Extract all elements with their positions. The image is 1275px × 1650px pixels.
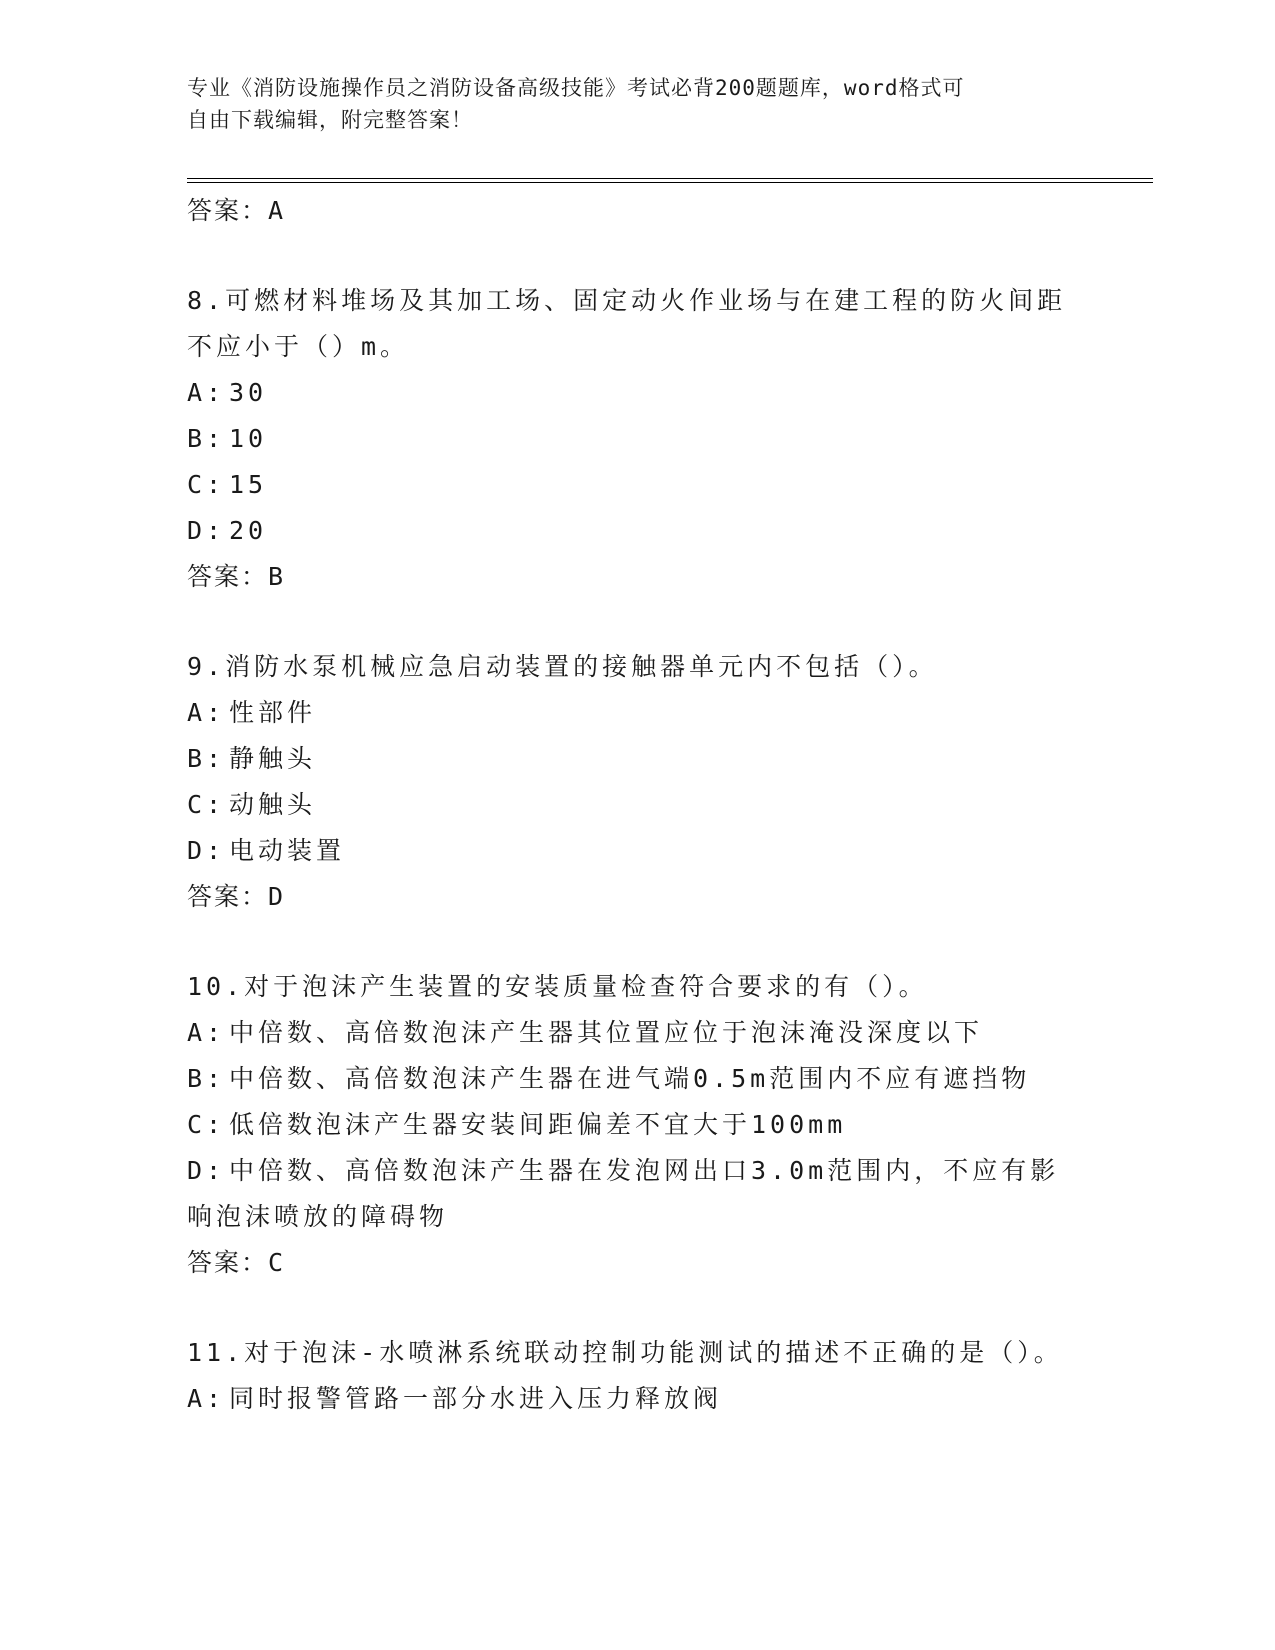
option-key: B: [187,744,226,773]
header-line-1: 专业《消防设施操作员之消防设备高级技能》考试必背200题题库，word格式可 [187,76,965,100]
option-text: 中倍数、高倍数泡沫产生器其位置应位于泡沫淹没深度以下 [229,1018,984,1047]
option-text: 静触头 [229,744,317,773]
option-a [187,370,1067,416]
option-key: D: [187,1156,226,1185]
option-b [187,1056,1067,1102]
answer-label: 答案： [187,196,269,225]
question-stem: 11.对于泡沫-水喷淋系统联动控制功能测试的描述不正确的是（）。 [187,1338,1063,1367]
answer-value: C [268,1248,286,1277]
header-divider [187,178,1153,183]
answer-line [187,874,1067,920]
question-11 [187,1330,1067,1422]
question-8 [187,278,1067,600]
option-text: 10 [229,424,268,453]
option-d-continuation: 响泡沫喷放的障碍物 [187,1202,449,1231]
option-key: B: [187,424,226,453]
answer-value: D [268,882,286,911]
answer-label: 答案： [187,882,269,911]
option-key: A: [187,698,226,727]
question-stem: 9.消防水泵机械应急启动装置的接触器单元内不包括（）。 [187,652,938,681]
answer-line [187,554,1067,600]
option-text: 低倍数泡沫产生器安装间距偏差不宜大于100mm [229,1110,847,1139]
answer-label: 答案： [187,562,269,591]
option-key: A: [187,378,226,407]
option-text: 15 [229,470,268,499]
option-text: 20 [229,516,268,545]
option-c [187,782,1067,828]
option-key: B: [187,1064,226,1093]
option-text: 中倍数、高倍数泡沫产生器在进气端0.5m范围内不应有遮挡物 [229,1064,1031,1093]
option-key: C: [187,1110,226,1139]
header-line-2: 自由下载编辑，附完整答案！ [187,108,473,132]
option-a [187,1376,1067,1422]
question-list [187,188,1067,1422]
option-a [187,1010,1067,1056]
option-d [187,828,1067,874]
option-b [187,736,1067,782]
option-d [187,1148,1067,1194]
question-9 [187,644,1067,920]
option-b [187,416,1067,462]
option-key: C: [187,790,226,819]
option-text: 性部件 [229,698,317,727]
answer-value: A [268,196,286,225]
option-text: 同时报警管路一部分水进入压力释放阀 [229,1384,723,1413]
answer-label: 答案： [187,1248,269,1277]
option-c [187,1102,1067,1148]
option-text: 动触头 [229,790,317,819]
option-c [187,462,1067,508]
option-key: A: [187,1384,226,1413]
option-text: 中倍数、高倍数泡沫产生器在发泡网出口3.0m范围内，不应有影 [229,1156,1060,1185]
document-header [187,72,1067,136]
question-stem: 8.可燃材料堆场及其加工场、固定动火作业场与在建工程的防火间距 [187,286,1067,315]
answer-line [187,1240,1067,1286]
answer-value: B [268,562,286,591]
option-a [187,690,1067,736]
question-stem: 不应小于（）m。 [187,332,410,361]
option-key: D: [187,516,226,545]
answer-line [187,188,1067,234]
option-key: C: [187,470,226,499]
question-stem: 10.对于泡沫产生装置的安装质量检查符合要求的有（）。 [187,972,928,1001]
option-key: A: [187,1018,226,1047]
question-10 [187,964,1067,1286]
option-key: D: [187,836,226,865]
option-d [187,508,1067,554]
option-text: 30 [229,378,268,407]
option-text: 电动装置 [229,836,346,865]
